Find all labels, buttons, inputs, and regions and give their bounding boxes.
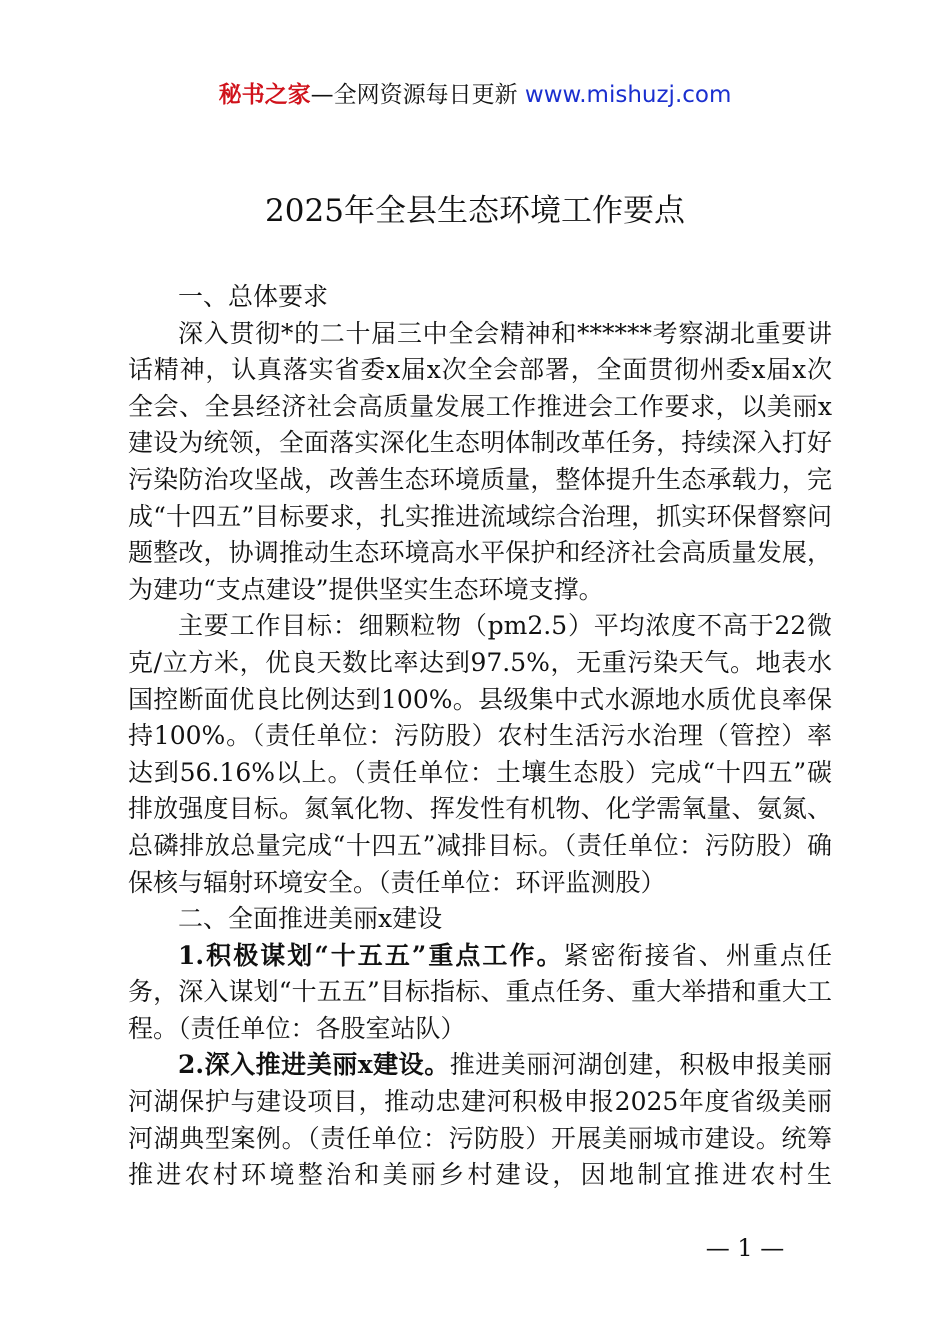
page-number: — 1 —: [705, 1234, 785, 1262]
document-body: [128, 279, 832, 1194]
section-heading-general-requirements: 一、总体要求: [178, 282, 329, 311]
item-2-text: 推进美丽河湖创建，积极申报美丽河湖保护与建设项目，推动忠建河积极申报2025年度省级美丽河湖典型案例。（责任单位：污防股）开展美丽城市建设。统筹推进农村环境整治和美丽乡村建设，因地制宜推进农村生: [128, 1050, 832, 1190]
paragraph-item-1: [128, 938, 832, 1048]
section-heading-beautiful-construction: 二、全面推进美丽x建设: [178, 904, 443, 934]
site-url-link[interactable]: www.mishuzj.com: [524, 82, 732, 108]
site-brand: 秘书之家: [218, 82, 311, 108]
item-1-lead: 1.积极谋划“十五五”重点工作。: [178, 940, 564, 970]
item-2-lead: 2.深入推进美丽x建设。: [178, 1050, 450, 1080]
item-1-text: 紧密衔接省、州重点任务，深入谋划“十五五”目标指标、重点任务、重大举措和重大工程。（责任单位：各股室站队）: [128, 940, 832, 1043]
paragraph-main-targets: 主要工作目标：细颗粒物（pm2.5）平均浓度不高于22微克/立方米，优良天数比率达到97.5%，无重污染天气。地表水国控断面优良比例达到100%。县级集中式水源地水质优良率保持100%。（责任单位：污防股）农村生活污水治理（管控）率达到56.16%以上。（责任单位：土壤生态股）完成“十四五”碳排放强度目标。氮氧化物、挥发性有机物、化学需氧量、氨氮、总磷排放总量完成“十四五”减排目标。（责任单位：污防股）确保核与辐射环境安全。（责任单位：环评监测股）: [128, 611, 832, 897]
paragraph-item-2: [128, 1047, 832, 1193]
paragraph-general-requirements: 深入贯彻*的二十届三中全会精神和******考察湖北重要讲话精神，认真落实省委x届x次全会部署，全面贯彻州委x届x次全会、全县经济社会高质量发展工作推进会工作要求，以美丽x建设为统领，全面落实深化生态明体制改革任务，持续深入打好污染防治攻坚战，改善生态环境质量，整体提升生态承载力，完成“十四五”目标要求，扎实推进流域综合治理，抓实环保督察问题整改，协调推动生态环境高水平保护和经济社会高质量发展，为建功“支点建设”提供坚实生态环境支撑。: [128, 318, 832, 604]
document-title: 2025年全县生态环境工作要点: [265, 193, 685, 229]
site-tagline: —全网资源每日更新: [310, 82, 518, 108]
site-header: [0, 78, 950, 112]
